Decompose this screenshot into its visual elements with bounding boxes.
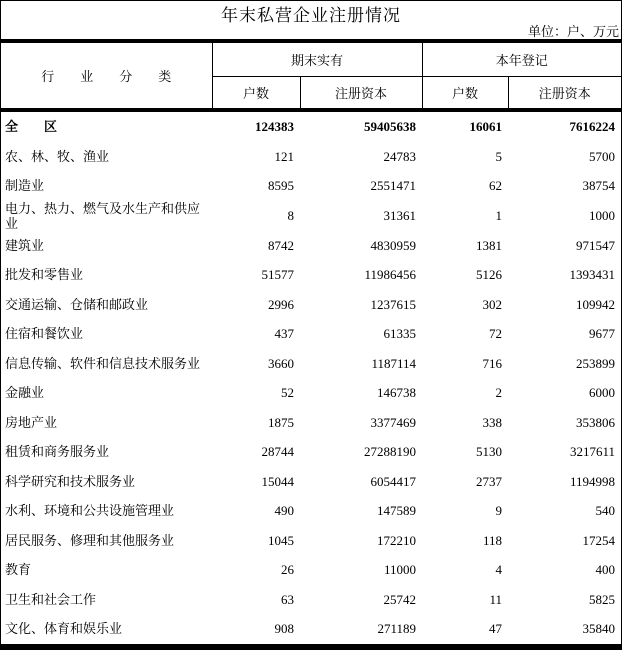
value-cell: 61335 — [383, 326, 416, 342]
value-cell: 1194998 — [569, 473, 615, 489]
table-row — [1, 496, 621, 526]
value-cell: 124383 — [255, 119, 294, 135]
value-cell: 17254 — [582, 532, 615, 548]
value-cell: 59405638 — [364, 119, 416, 135]
value-cell: 146738 — [377, 385, 416, 401]
industry-cell: 建筑业 — [5, 237, 45, 253]
table-row — [1, 260, 621, 290]
value-cell: 1875 — [268, 414, 294, 430]
unit-note: 单位：户、万元 — [527, 24, 619, 39]
table-row — [1, 142, 621, 172]
value-cell: 31361 — [383, 208, 416, 223]
value-cell: 437 — [274, 326, 294, 342]
value-cell: 3660 — [268, 355, 294, 371]
value-cell: 147589 — [377, 503, 416, 519]
industry-cell: 水利、环境和公共设施管理业 — [5, 503, 175, 519]
industry-cell: 房地产业 — [5, 414, 58, 430]
value-cell: 2996 — [268, 296, 294, 312]
value-cell: 2737 — [476, 473, 502, 489]
table-row — [1, 378, 621, 408]
group-header-period-end: 期末实有 — [212, 43, 422, 77]
value-cell: 1187114 — [371, 355, 416, 371]
value-cell: 253899 — [576, 355, 615, 371]
industry-header-cell: 行 业 分 类 — [1, 43, 212, 108]
data-table — [1, 112, 621, 644]
table-row — [1, 408, 621, 438]
subheader-households-year: 户数 — [422, 77, 508, 109]
table-row — [1, 290, 621, 320]
value-cell: 5126 — [476, 267, 502, 283]
value-cell: 6000 — [589, 385, 615, 401]
value-cell: 11 — [489, 591, 502, 607]
value-cell: 1237615 — [370, 296, 416, 312]
value-cell: 6054417 — [370, 473, 416, 489]
value-cell: 27288190 — [364, 444, 416, 460]
value-cell: 8742 — [268, 237, 294, 253]
value-cell: 25742 — [383, 591, 416, 607]
value-cell: 7616224 — [569, 119, 615, 135]
header-table — [1, 43, 621, 108]
value-cell: 353806 — [576, 414, 615, 430]
table-row — [1, 171, 621, 201]
value-cell: 1000 — [589, 208, 615, 223]
table-row — [1, 467, 621, 497]
value-cell: 302 — [482, 296, 502, 312]
value-cell: 11000 — [383, 562, 416, 578]
value-cell: 72 — [489, 326, 502, 342]
value-cell: 2 — [495, 385, 502, 401]
industry-cell: 居民服务、修理和其他服务业 — [5, 532, 175, 548]
value-cell: 5130 — [476, 444, 502, 460]
value-cell: 1381 — [476, 237, 502, 253]
table-row — [1, 201, 621, 231]
industry-cell: 制造业 — [5, 178, 45, 194]
industry-cell: 住宿和餐饮业 — [5, 326, 84, 342]
table-row — [1, 555, 621, 585]
table-row — [1, 437, 621, 467]
table-row — [1, 614, 621, 644]
data-table-body — [1, 112, 621, 644]
value-cell: 118 — [482, 532, 502, 548]
value-cell: 9677 — [589, 326, 615, 342]
industry-cell: 金融业 — [5, 385, 45, 401]
header-row-groups — [1, 43, 621, 77]
table-row — [1, 231, 621, 261]
value-cell: 338 — [482, 414, 502, 430]
value-cell: 8 — [287, 208, 294, 223]
value-cell: 908 — [274, 621, 294, 637]
value-cell: 5 — [495, 148, 502, 164]
value-cell: 47 — [489, 621, 502, 637]
table-row — [1, 349, 621, 379]
value-cell: 1045 — [268, 532, 294, 548]
value-cell: 62 — [489, 178, 502, 194]
page-title: 年末私营企业注册情况 — [221, 6, 401, 25]
value-cell: 109942 — [576, 296, 615, 312]
industry-cell: 批发和零售业 — [5, 267, 84, 283]
value-cell: 9 — [495, 503, 502, 519]
industry-cell: 租赁和商务服务业 — [5, 444, 110, 460]
value-cell: 24783 — [383, 148, 416, 164]
industry-cell: 全 区 — [5, 119, 58, 135]
table-row — [1, 526, 621, 556]
value-cell: 1 — [495, 208, 502, 223]
value-cell: 35840 — [582, 621, 615, 637]
industry-cell: 电力、热力、燃气及水生产和供应业 — [5, 200, 201, 231]
title-block — [1, 1, 621, 43]
industry-cell: 交通运输、仓储和邮政业 — [5, 296, 149, 312]
value-cell: 15044 — [261, 473, 294, 489]
table-row — [1, 585, 621, 615]
table-row — [1, 319, 621, 349]
value-cell: 51577 — [261, 267, 294, 283]
value-cell: 1393431 — [569, 267, 615, 283]
value-cell: 8595 — [268, 178, 294, 194]
value-cell: 3217611 — [569, 444, 615, 460]
value-cell: 540 — [595, 503, 615, 519]
value-cell: 11986456 — [364, 267, 416, 283]
value-cell: 4830959 — [370, 237, 416, 253]
value-cell: 16061 — [469, 119, 502, 135]
value-cell: 172210 — [377, 532, 416, 548]
value-cell: 28744 — [261, 444, 294, 460]
value-cell: 971547 — [576, 237, 615, 253]
value-cell: 271189 — [377, 621, 416, 637]
industry-cell: 农、林、牧、渔业 — [5, 148, 110, 164]
subheader-capital-period: 注册资本 — [300, 77, 422, 109]
industry-cell: 信息传输、软件和信息技术服务业 — [5, 355, 201, 371]
table-row — [1, 112, 621, 142]
industry-cell: 教育 — [5, 562, 32, 578]
value-cell: 52 — [281, 385, 294, 401]
industry-cell: 文化、体育和娱乐业 — [5, 621, 123, 637]
value-cell: 63 — [281, 591, 294, 607]
value-cell: 490 — [274, 503, 294, 519]
industry-cell: 卫生和社会工作 — [5, 591, 97, 607]
value-cell: 121 — [274, 148, 294, 164]
industry-cell: 科学研究和技术服务业 — [5, 473, 136, 489]
value-cell: 5825 — [589, 591, 615, 607]
value-cell: 716 — [482, 355, 502, 371]
value-cell: 3377469 — [370, 414, 416, 430]
value-cell: 4 — [495, 562, 502, 578]
value-cell: 38754 — [582, 178, 615, 194]
value-cell: 26 — [281, 562, 294, 578]
value-cell: 5700 — [589, 148, 615, 164]
bottom-border — [1, 644, 621, 649]
subheader-households-period: 户数 — [212, 77, 300, 109]
value-cell: 400 — [595, 562, 615, 578]
group-header-current-year: 本年登记 — [422, 43, 621, 77]
subheader-capital-year: 注册资本 — [538, 86, 591, 101]
value-cell: 2551471 — [370, 178, 416, 194]
